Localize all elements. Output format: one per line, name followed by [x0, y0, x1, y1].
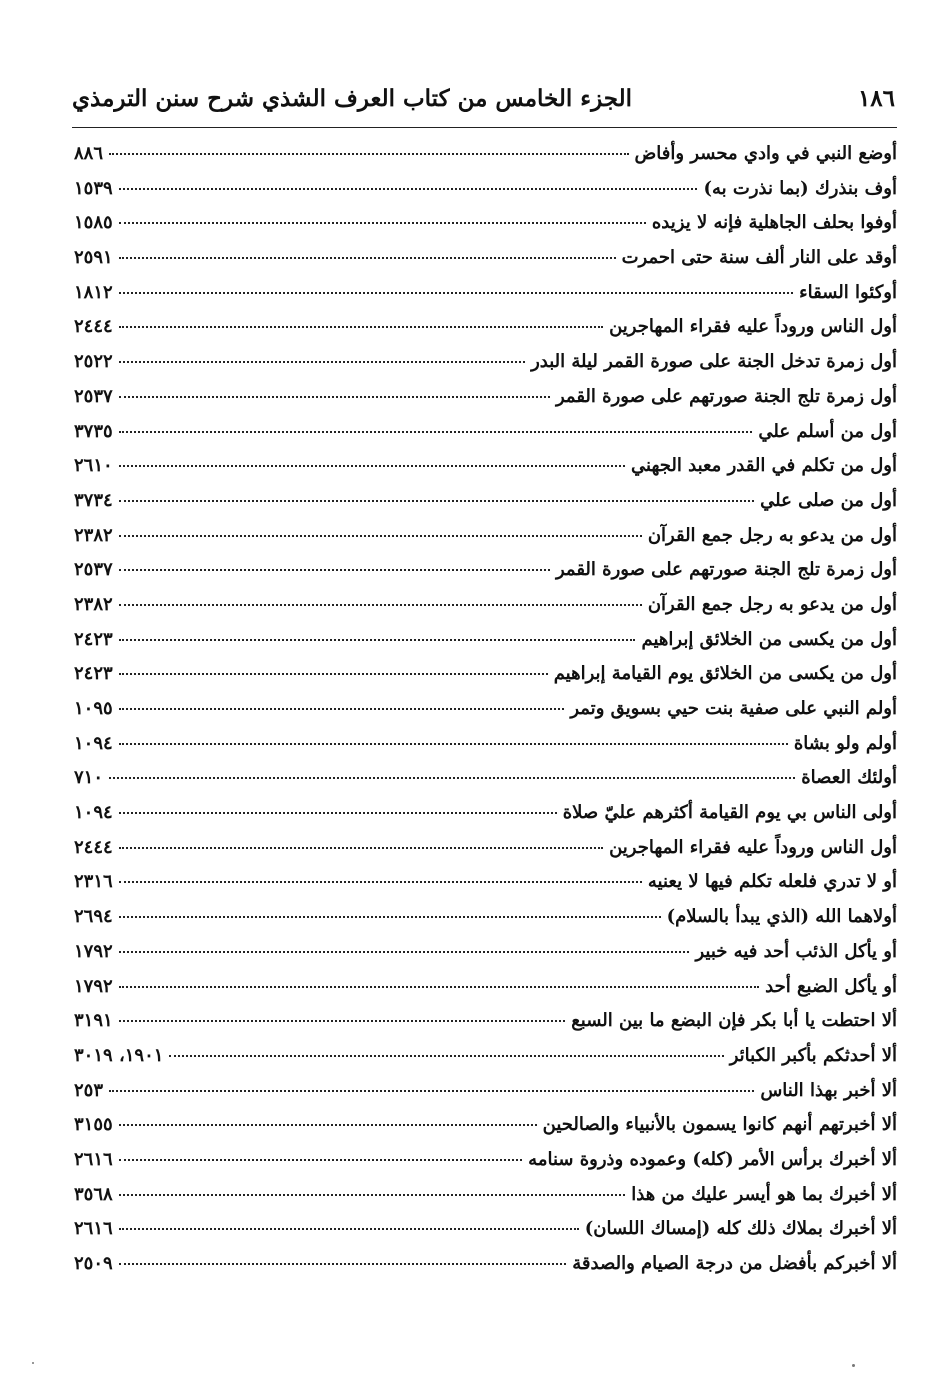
- index-entry: [74, 421, 897, 456]
- index-entry: [74, 976, 897, 1011]
- index-entry: [74, 871, 897, 906]
- entry-text: أولاهما الله (الذي يبدأ بالسلام): [666, 906, 897, 928]
- dot-leader: [119, 743, 788, 745]
- index-entry: [74, 1218, 897, 1253]
- entry-reference-number: ٢٥٣٧: [74, 559, 113, 581]
- entry-reference-number: ٢٤٢٣: [74, 628, 113, 650]
- entry-text: ألا أخبر بهذا الناس: [760, 1079, 897, 1101]
- index-entry: [74, 629, 897, 664]
- header-rule: [72, 127, 897, 128]
- entry-reference-number: ٨٨٦: [74, 143, 104, 164]
- entry-text: أو يأكل الذئب أحد فيه خبير: [695, 940, 897, 962]
- entry-text: أول زمرة تلج الجنة صورتهم على صورة القمر: [555, 559, 897, 581]
- dot-leader: [119, 1228, 579, 1230]
- entry-text: أول من صلى علي: [760, 489, 897, 511]
- index-entry: [74, 559, 897, 594]
- dot-leader: [119, 604, 642, 606]
- index-entry: [74, 1149, 897, 1184]
- entry-reference-number: ٢٣٨٢: [74, 524, 113, 546]
- index-entry: [74, 594, 897, 629]
- entry-reference-number: ٢٦٩٤: [74, 906, 113, 928]
- entry-text: ألا احتطت يا أبا بكر فإن البضع ما بين السبع: [571, 1010, 897, 1032]
- dot-leader: [119, 500, 754, 502]
- dot-leader: [119, 847, 603, 849]
- dot-leader: [119, 708, 565, 710]
- entry-text: أو يأكل الضبع أحد: [765, 975, 897, 997]
- entry-reference-number: ٧١٠: [74, 767, 104, 789]
- dot-leader: [119, 1194, 626, 1196]
- scan-speck: [32, 1362, 34, 1364]
- entry-reference-number: ١٠٩٤: [74, 732, 113, 754]
- index-entry: [74, 1080, 897, 1115]
- dot-leader: [169, 1055, 723, 1057]
- entry-text: أول من تكلم في القدر معبد الجهني: [631, 455, 897, 477]
- page-header: [72, 78, 895, 118]
- entry-reference-number: ١٧٩٢: [74, 940, 113, 962]
- entry-text: أول الناس وروداً عليه فقراء المهاجرين: [609, 836, 897, 858]
- dot-leader: [109, 153, 629, 155]
- dot-leader: [109, 777, 795, 779]
- index-entry: [74, 802, 897, 837]
- entry-reference-number: ٢٤٤٤: [74, 316, 113, 338]
- index-entry: [74, 1010, 897, 1045]
- entry-reference-number: ٢٥٩١: [74, 247, 113, 269]
- entry-reference-number: ٢٣٨٢: [74, 593, 113, 615]
- dot-leader: [119, 535, 642, 537]
- running-title: الجزء الخامس من كتاب العرف الشذي شرح سنن الترمذي: [72, 84, 633, 112]
- index-entry: [74, 1253, 897, 1288]
- index-entry: [74, 525, 897, 560]
- index-entry: [74, 698, 897, 733]
- dot-leader: [119, 916, 661, 918]
- index-entry: [74, 941, 897, 976]
- index-entry: [74, 663, 897, 698]
- entry-reference-number: ٢٥٣٧: [74, 385, 113, 407]
- dot-leader: [119, 673, 548, 675]
- dot-leader: [119, 222, 646, 224]
- entry-text: أوقد على النار ألف سنة حتى احمرت: [621, 247, 897, 269]
- dot-leader: [119, 396, 550, 398]
- entry-text: أوفوا بحلف الجاهلية فإنه لا يزيده: [651, 212, 897, 234]
- entry-reference-number: ٢٤٢٣: [74, 663, 113, 685]
- index-entry: [74, 316, 897, 351]
- entry-text: ألا أخبرك بما هو أيسر عليك من هذا: [631, 1183, 897, 1205]
- entry-reference-number: ٢٦١٦: [74, 1148, 113, 1170]
- entry-text: أولئك العصاة: [801, 767, 897, 789]
- entry-text: أو لا تدري فلعله تكلم فيها لا يعنيه: [647, 871, 897, 893]
- entry-reference-number: ١٩٠١، ٣٠١٩: [74, 1044, 164, 1066]
- entry-reference-number: ١٠٩٥: [74, 698, 113, 719]
- index-entry: [74, 282, 897, 317]
- index-entry: [74, 351, 897, 386]
- entry-text: أول من يدعو به رجل جمع القرآن: [647, 593, 897, 615]
- index-entry: [74, 906, 897, 941]
- dot-leader: [119, 326, 603, 328]
- entry-text: أول الناس وروداً عليه فقراء المهاجرين: [609, 316, 897, 338]
- dot-leader: [119, 431, 753, 433]
- entry-reference-number: ١٧٩٢: [74, 975, 113, 997]
- index-entry: [74, 767, 897, 802]
- dot-leader: [119, 881, 642, 883]
- scan-speck: [852, 1364, 855, 1367]
- dot-leader: [119, 986, 759, 988]
- entry-reference-number: ٢٤٤٤: [74, 836, 113, 858]
- entry-text: أولم ولو بشاة: [793, 732, 897, 754]
- dot-leader: [119, 1263, 567, 1265]
- entry-reference-number: ٢٥٣: [74, 1079, 104, 1101]
- dot-leader: [119, 1020, 566, 1022]
- entry-reference-number: ٣١٥٥: [74, 1114, 113, 1136]
- dot-leader: [119, 1124, 537, 1126]
- entry-text: أولى الناس بي يوم القيامة أكثرهم عليّ صلاة: [562, 802, 897, 824]
- entry-reference-number: ٢٥٠٩: [74, 1253, 113, 1274]
- dot-leader: [119, 292, 793, 294]
- dot-leader: [119, 639, 636, 641]
- entry-text: ألا أخبرك بملاك ذلك كله (إمساك اللسان): [584, 1218, 897, 1240]
- entry-text: ألا أخبركم بأفضل من درجة الصيام والصدقة: [572, 1253, 897, 1274]
- entry-text: أوف بنذرك (بما نذرت به): [703, 177, 897, 199]
- entry-reference-number: ٢٦١٦: [74, 1218, 113, 1240]
- entry-text: أول زمرة تلج الجنة صورتهم على صورة القمر: [555, 385, 897, 407]
- dot-leader: [119, 257, 616, 259]
- entry-reference-number: ٢٦١٠: [74, 455, 113, 477]
- index-list: [74, 143, 897, 1288]
- entry-reference-number: ٢٣١٦: [74, 871, 113, 893]
- index-entry: [74, 733, 897, 768]
- entry-text: أولم النبي على صفية بنت حيي بسويق وتمر: [570, 698, 897, 719]
- dot-leader: [119, 465, 625, 467]
- entry-reference-number: ٣٧٣٤: [74, 489, 113, 511]
- index-entry: [74, 178, 897, 213]
- entry-reference-number: ١٠٩٤: [74, 802, 113, 824]
- index-entry: [74, 837, 897, 872]
- entry-text: أول من يكسى من الخلائق إبراهيم: [641, 628, 897, 650]
- entry-text: أوكئوا السقاء: [799, 281, 897, 303]
- index-entry: [74, 1184, 897, 1219]
- index-entry: [74, 247, 897, 282]
- entry-text: أول زمرة تدخل الجنة على صورة القمر ليلة البدر: [531, 351, 897, 373]
- entry-reference-number: ١٥٨٥: [74, 212, 113, 234]
- index-entry: [74, 490, 897, 525]
- page-number: ١٨٦: [857, 84, 895, 112]
- index-entry: [74, 455, 897, 490]
- entry-text: ألا أخبرك برأس الأمر (كله) وعموده وذروة سنامه: [528, 1148, 897, 1170]
- entry-text: ألا أحدثكم بأكبر الكبائر: [729, 1044, 897, 1066]
- dot-leader: [119, 361, 525, 363]
- entry-reference-number: ٢٥٢٢: [74, 351, 113, 373]
- index-entry: [74, 143, 897, 178]
- entry-text: أول من يكسى من الخلائق يوم القيامة إبراهيم: [553, 663, 897, 685]
- index-entry: [74, 212, 897, 247]
- entry-text: أول من أسلم علي: [758, 420, 897, 442]
- entry-reference-number: ٣٧٣٥: [74, 420, 113, 442]
- dot-leader: [119, 569, 550, 571]
- dot-leader: [109, 1090, 754, 1092]
- entry-reference-number: ٣١٩١: [74, 1010, 113, 1032]
- entry-reference-number: ١٥٣٩: [74, 177, 113, 199]
- index-entry: [74, 1045, 897, 1080]
- dot-leader: [119, 951, 690, 953]
- dot-leader: [119, 188, 698, 190]
- index-entry: [74, 386, 897, 421]
- dot-leader: [119, 812, 557, 814]
- entry-text: أول من يدعو به رجل جمع القرآن: [647, 524, 897, 546]
- entry-reference-number: ١٨١٢: [74, 281, 113, 303]
- index-entry: [74, 1114, 897, 1149]
- entry-text: أوضع النبي في وادي محسر وأفاض: [634, 143, 897, 164]
- entry-text: ألا أخبرتهم أنهم كانوا يسمون بالأنبياء والصالحين: [542, 1114, 897, 1136]
- dot-leader: [119, 1159, 523, 1161]
- entry-reference-number: ٣٥٦٨: [74, 1183, 113, 1205]
